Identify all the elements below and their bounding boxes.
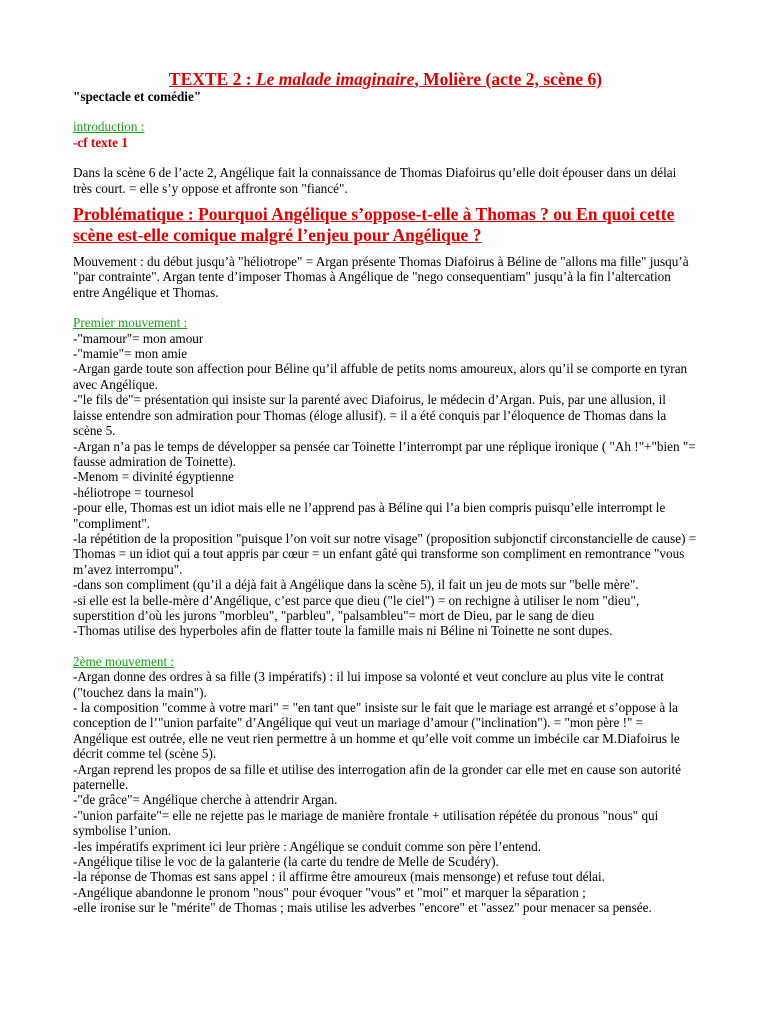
list-item: -Angélique tilise le voc de la galanterie (la carte du tendre de Melle de Scudéry). [73,854,499,870]
problematique-heading: Problématique : Pourquoi Angélique s’oppose-t-elle à Thomas ? ou En quoi cette scène est-elle comique malgré l’enjeu pour Angélique ? [73,204,675,246]
list-item: -Angélique abandonne le pronom "nous" pour évoquer "vous" et "moi" et marquer la séparation ; [73,884,586,900]
list-item: -la répétition de la proposition "puisque l’on voit sur notre visage" (proposition subjonctif circonstancielle de cause) = Thomas = un idiot qui a tout appris par cœur = un enfant gâté qui transforme son compliment en remontrance "vous m’avez interrompu". [73,530,697,577]
first-movement-list [73,331,698,639]
list-item: -Menom = divinité égyptienne [73,469,234,485]
list-item: -Argan garde toute son affection pour Béline qu’il affuble de petits noms amoureux, alors qu’il se comporte en tyran avec Angélique. [73,361,688,392]
list-item: -elle ironise sur le "mérite" de Thomas ; mais utilise les adverbes "encore" et "assez" pour menacer sa pensée. [73,900,652,916]
list-item: -les impératifs expriment ici leur prière : Angélique se conduit comme son père l’entend. [73,838,542,854]
list-item: -la réponse de Thomas est sans appel : il affirme être amoureux (mais mensonge) et refuse tout délai. [73,869,605,885]
intro-paragraph: Dans la scène 6 de l’acte 2, Angélique fait la connaissance de Thomas Diafoirus qu’elle doit épouser dans un délai très court. = elle s’y oppose et affronte son "fiancé". [73,165,677,196]
list-item: -"de grâce"= Angélique cherche à attendrir Argan. [73,792,338,808]
intro-label: introduction : [73,119,145,135]
list-item: - la composition "comme à votre mari" = "en tant que" insiste sur le fait que le mariage est arrangé et s’oppose à la conception de l’"union parfaite" d’Angélique qui veut un mariage d’amour ("inclination"). = "mon père !" = Angélique est outrée, elle ne veut rien permettre à un homme et qu’elle voit comme un imbécile car M.Diafoirus le décrit comme tel (scène 5). [73,700,680,762]
mouvement-paragraph: Mouvement : du début jusqu’à "héliotrope" = Argan présente Thomas Diafoirus à Béline de "allons ma fille" jusqu’à "par contrainte". Argan tente d’imposer Thomas à Angélique de "nego consequentiam" jusqu’à la fin l’altercation entre Angélique et Thomas. [73,254,689,300]
list-item: -Argan donne des ordres à sa fille (3 impératifs) : il lui impose sa volonté et veut conclure au plus vite le contrat ("touchez dans la main"). [73,669,664,700]
list-item: -Argan reprend les propos de sa fille et utilise des interrogation afin de la gronder car elle met en cause son autorité paternelle. [73,761,681,793]
list-item: -Thomas utilise des hyperboles afin de flatter toute la famille mais ni Béline ni Toinette ne sont dupes. [73,623,613,639]
list-item: -"le fils de"= présentation qui insiste sur la parenté avec Diafoirus, le médecin d’Argan. Puis, par une allusion, il laisse entendre son admiration pour Thomas (éloge allusif). = il a été conquis par l’éloquence de Thomas dans la scène 5. [73,392,667,439]
list-item: -héliotrope = tournesol [73,484,194,500]
document-title [73,68,698,90]
list-item: -"mamour"= mon amour [73,330,204,346]
second-movement-label: 2ème mouvement : [73,653,175,669]
list-item: -dans son compliment (qu’il a déjà fait à Angélique dans la scène 5), il fait un jeu de mots sur "belle mère". [73,577,639,593]
intro-ref: -cf texte 1 [73,134,128,150]
list-item: -"union parfaite"= elle ne rejette pas le mariage de manière frontale + utilisation répétée du pronous "nous" qui symbolise l’union. [73,807,659,839]
title-suffix: , Molière (acte 2, scène 6) [414,69,603,89]
title-work: Le malade imaginaire [255,69,415,89]
list-item: -Argan n’a pas le temps de développer sa pensée car Toinette l’interrompt par une réplique ironique ( "Ah !"+"bien "= fausse admiration de Toinette). [73,438,696,469]
title-prefix: TEXTE 2 : [168,69,256,89]
second-movement-list [73,669,698,916]
subtitle: "spectacle et comédie" [73,89,202,104]
document-page [73,68,698,916]
first-movement-label: Premier mouvement : [73,315,188,331]
list-item: -pour elle, Thomas est un idiot mais elle ne l’apprend pas à Béline qui l’a bien compris puisqu’elle interrompt le "compliment". [73,500,666,531]
list-item: -si elle est la belle-mère d’Angélique, c’est parce que dieu ("le ciel") = on rechigne à utiliser le nom "dieu", superstition d’où les jurons "morbleu", "parbleu", "palsambleu"= mort de Dieu, par le sang de dieu [73,592,640,623]
list-item: -"mamie"= mon amie [73,346,188,362]
